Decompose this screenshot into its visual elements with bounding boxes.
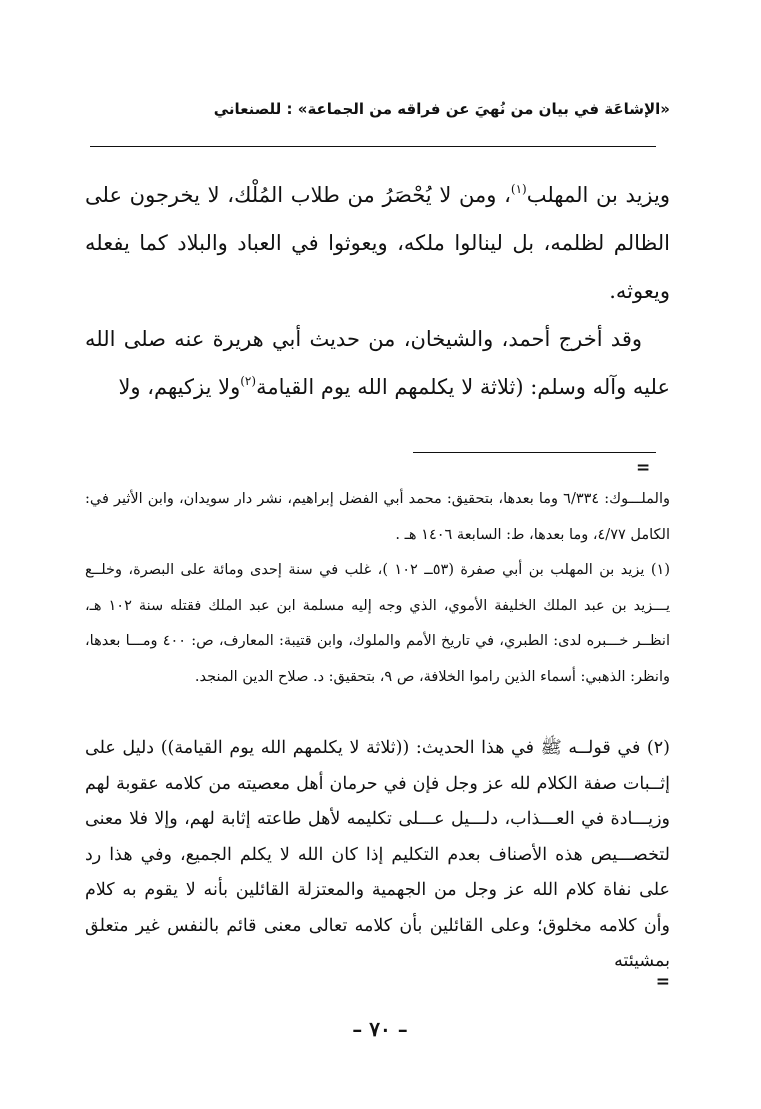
- paragraph-1: [85, 171, 670, 315]
- paragraph-2: [85, 315, 670, 411]
- paragraph-2-start: وقد أخرج أحمد، والشيخان، من حديث أبي هريرة عنه صلى الله عليه وآله وسلم: (ثلاثة لا يكلمهم الله يوم القيامة: [85, 327, 670, 399]
- header-rule: [90, 146, 656, 147]
- running-header: «الإشاعَة في بيان من نُهيَ عن فراقه من الجماعة» : للصنعاني: [213, 100, 670, 118]
- footnote-ref-2: (٢): [240, 374, 257, 388]
- paragraph-1-rest: ، ومن لا يُحْصَرُ من طلاب المُلْك، لا يخرجون على الظالم لظلمه، بل لينالوا ملكه، ويعوثوا في العباد والبلاد كما يفعله ويعوثه.: [85, 183, 670, 303]
- continuation-mark-top: =: [636, 458, 651, 478]
- footnote-2: (٢) في قولــه ﷺ في هذا الحديث: ((ثلاثة لا يكلمهم الله يوم القيامة)) دليل على إثــبات صفة الكلام لله عز وجل فإن في حرمان أهل معصيته من كلامه عقوبة لهم وزيـــادة في العـــذاب، دلـــيل عـــلى تكليمه لأهل طاعته إثابة لهم، وإلا فلا معنى لتخصـــيص هذه الأصناف بعدم التكليم إذا كان الله لا يكلم الجميع، وفي هذا رد على نفاة كلام الله عز وجل من الجهمية والمعتزلة القائلين بأنه لا يقوم به كلام وأن كلامه مخلوق؛ وعلى القائلين بأن كلامه تعالى معنى قائم بالنفس غير متعلق بمشيئته: [85, 738, 670, 971]
- continuation-mark-bottom: =: [655, 972, 670, 992]
- paragraph-1-start: ويزيد بن المهلب: [526, 183, 670, 207]
- footnote-continued: والملـــوك: ٦/٣٣٤ وما بعدها، بتحقيق: محمد أبي الفضل إبراهيم، نشر دار سويدان، وابن الأثير في: الكامل ٤/٧٧، وما بعدها، ط: السابعة ١٤٠٦ هـ .: [85, 491, 671, 543]
- footnote-1: (١) يزيد بن المهلب بن أبي صفرة (٥٣ــ ١٠٢ )، غلب في سنة إحدى ومائة على البصرة، وخلــع يـــزيد بن عبد الملك الخليفة الأموي، الذي وجه إليه مسلمة ابن عبد الملك فقتله سنة ١٠٢ هـ، انظــر خـــبره لدى: الطبري، في تاريخ الأمم والملوك، وابن قتيبة: المعارف، ص: ٤٠٠ ومـــا بعدها، وانظر: الذهبي: أسماء الذين راموا الخلافة، ص ٩، بتحقيق: د. صلاح الدين المنجد.: [85, 562, 671, 685]
- footnote-ref-1: (١): [510, 182, 527, 196]
- footnote-separator: [413, 452, 656, 453]
- main-text: [85, 171, 670, 411]
- footnotes-block-small: [85, 482, 670, 695]
- page-number: – ٧٠ –: [352, 1017, 408, 1041]
- paragraph-2-rest: ولا يزكيهم، ولا: [118, 375, 241, 399]
- footnotes-block-large: [85, 731, 670, 980]
